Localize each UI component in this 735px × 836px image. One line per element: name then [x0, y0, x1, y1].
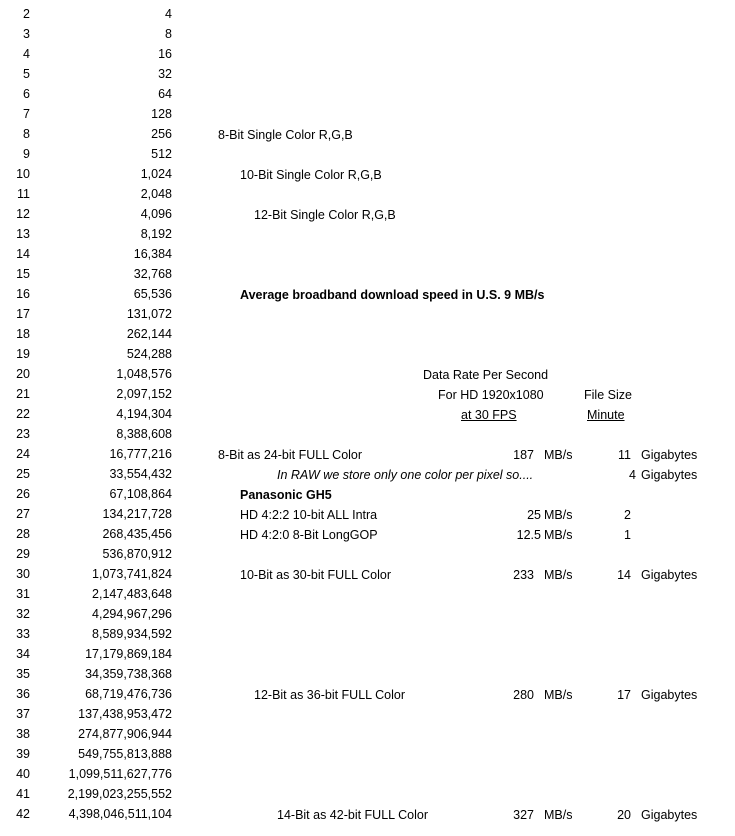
note-8bit-single: 8-Bit Single Color R,G,B: [218, 128, 353, 142]
table-row: [0, 147, 735, 167]
note-12bit-single: 12-Bit Single Color R,G,B: [254, 208, 396, 222]
rate-unit: MB/s: [544, 448, 573, 462]
bit-count: 13: [16, 227, 30, 241]
table-row: [0, 27, 735, 47]
size-gh5-422: 2: [624, 508, 631, 522]
bit-count: 33: [16, 627, 30, 641]
header-fps: at 30 FPS: [461, 408, 517, 422]
bit-count: 4: [23, 47, 30, 61]
size-gh5-420: 1: [624, 528, 631, 542]
value-count: 512: [151, 147, 172, 161]
table-row: [0, 747, 735, 767]
value-count: 128: [151, 107, 172, 121]
table-row: [0, 347, 735, 367]
bit-count: 5: [23, 67, 30, 81]
value-count: 524,288: [126, 347, 172, 361]
value-count: 16,384: [133, 247, 172, 261]
value-count: 34,359,738,368: [85, 667, 172, 681]
value-count: 1,099,511,627,776: [68, 767, 172, 781]
table-row: [0, 67, 735, 87]
table-row: [0, 607, 735, 627]
bit-count: 15: [16, 267, 30, 281]
value-count: 16: [158, 47, 172, 61]
label-12bit-full: 12-Bit as 36-bit FULL Color: [254, 688, 405, 702]
size-10bit-full: 14: [617, 568, 631, 582]
size-unit: Gigabytes: [641, 808, 698, 822]
value-count: 137,438,953,472: [78, 707, 172, 721]
size-8bit-full: 11: [618, 448, 631, 462]
table-row: [0, 107, 735, 127]
bit-count: 3: [23, 27, 30, 41]
bit-count: 28: [16, 527, 30, 541]
bit-count: 7: [23, 107, 30, 121]
table-row: [0, 7, 735, 27]
value-count: 268,435,456: [102, 527, 172, 541]
value-count: 16,777,216: [109, 447, 172, 461]
value-count: 33,554,432: [109, 467, 172, 481]
rate-unit: MB/s: [544, 568, 573, 582]
bit-count: 26: [16, 487, 30, 501]
value-count: 8,388,608: [116, 427, 172, 441]
value-count: 67,108,864: [109, 487, 172, 501]
note-broadband: Average broadband download speed in U.S. 9 MB/s: [240, 288, 545, 302]
table-row: [0, 127, 735, 147]
size-raw: 4: [629, 468, 636, 482]
bit-count: 32: [16, 607, 30, 621]
table-row: [0, 767, 735, 787]
size-unit: Gigabytes: [641, 468, 698, 482]
value-count: 2,048: [140, 187, 172, 201]
rate-10bit-full: 233: [513, 568, 534, 582]
note-10bit-single: 10-Bit Single Color R,G,B: [240, 168, 382, 182]
rate-14bit-full: 327: [513, 808, 534, 822]
rate-unit: MB/s: [544, 808, 573, 822]
value-count: 2,147,483,648: [92, 587, 172, 601]
size-12bit-full: 17: [617, 688, 631, 702]
note-raw: In RAW we store only one color per pixel so....: [277, 468, 534, 482]
value-count: 8,589,934,592: [92, 627, 172, 641]
table-row: [0, 707, 735, 727]
label-8bit-full: 8-Bit as 24-bit FULL Color: [218, 448, 363, 462]
rate-gh5-420: 12.5: [516, 528, 541, 542]
table-row: [0, 247, 735, 267]
value-count: 68,719,476,736: [85, 687, 172, 701]
bit-count: 41: [16, 787, 30, 801]
value-count: 4,096: [140, 207, 172, 221]
bit-count: 9: [23, 147, 30, 161]
size-unit: Gigabytes: [641, 568, 698, 582]
bit-count: 29: [16, 547, 30, 561]
bit-count: 12: [16, 207, 30, 221]
bit-count: 17: [16, 307, 30, 321]
bit-count: 30: [16, 567, 30, 581]
bit-count: 24: [16, 447, 30, 461]
bit-count: 21: [16, 387, 30, 401]
table-row: [0, 667, 735, 687]
table-row: [0, 647, 735, 667]
value-count: 536,870,912: [102, 547, 172, 561]
size-unit: Gigabytes: [641, 688, 698, 702]
table-row: [0, 87, 735, 107]
label-gh5-420: HD 4:2:0 8-Bit LongGOP: [240, 528, 378, 542]
rate-unit: MB/s: [544, 688, 573, 702]
bit-count: 34: [16, 647, 30, 661]
table-row: [0, 787, 735, 807]
bit-count: 8: [23, 127, 30, 141]
value-count: 131,072: [126, 307, 172, 321]
header-minute: Minute: [587, 408, 625, 422]
table-row: [0, 47, 735, 67]
table-row: [0, 307, 735, 327]
table-row: [0, 487, 735, 507]
note-gh5: Panasonic GH5: [240, 488, 332, 502]
table-row: [0, 547, 735, 567]
label-gh5-422: HD 4:2:2 10-bit ALL Intra: [240, 508, 378, 522]
value-count: 4: [165, 7, 172, 21]
bit-count: 16: [16, 287, 30, 301]
bit-count: 18: [16, 327, 30, 341]
value-count: 32: [158, 67, 172, 81]
value-count: 8,192: [140, 227, 172, 241]
value-count: 4,194,304: [116, 407, 172, 421]
table-row: [0, 627, 735, 647]
value-count: 274,877,906,944: [78, 727, 172, 741]
value-count: 2,199,023,255,552: [67, 787, 172, 801]
value-count: 8: [165, 27, 172, 41]
bit-count: 25: [16, 467, 30, 481]
bit-count: 36: [16, 687, 30, 701]
bit-count: 6: [23, 87, 30, 101]
value-count: 2,097,152: [116, 387, 172, 401]
rate-gh5-422: 25: [527, 508, 541, 522]
table-row: [0, 727, 735, 747]
value-count: 32,768: [133, 267, 172, 281]
rate-unit: MB/s: [544, 508, 573, 522]
bit-count: 37: [16, 707, 30, 721]
bit-count: 31: [16, 587, 30, 601]
rate-12bit-full: 280: [513, 688, 534, 702]
bit-count: 19: [16, 347, 30, 361]
size-unit: Gigabytes: [641, 448, 698, 462]
bit-count: 2: [23, 7, 30, 21]
bit-count: 10: [16, 167, 30, 181]
bit-count: 38: [16, 727, 30, 741]
table-row: [0, 367, 735, 387]
value-count: 17,179,869,184: [85, 647, 172, 661]
table-row: [0, 427, 735, 447]
bit-count: 40: [16, 767, 30, 781]
value-count: 64: [158, 87, 172, 101]
value-count: 549,755,813,888: [78, 747, 172, 761]
value-count: 1,073,741,824: [92, 567, 172, 581]
header-data-rate: Data Rate Per Second: [423, 368, 549, 382]
label-14bit-full: 14-Bit as 42-bit FULL Color: [277, 808, 428, 822]
rate-unit: MB/s: [544, 528, 573, 542]
value-count: 4,398,046,511,104: [68, 807, 172, 821]
value-count: 256: [151, 127, 172, 141]
value-count: 1,048,576: [116, 367, 172, 381]
bit-count: 20: [16, 367, 30, 381]
rate-8bit-full: 187: [513, 448, 534, 462]
header-file-size: File Size: [584, 388, 632, 402]
value-count: 1,024: [140, 167, 172, 181]
bit-count: 35: [16, 667, 30, 681]
bit-count: 39: [16, 747, 30, 761]
table-row: [0, 587, 735, 607]
table-row: [0, 227, 735, 247]
bit-count: 27: [16, 507, 30, 521]
value-count: 262,144: [126, 327, 172, 341]
bit-count: 11: [17, 187, 30, 201]
table-row: [0, 267, 735, 287]
value-count: 4,294,967,296: [92, 607, 172, 621]
table-row: [0, 187, 735, 207]
size-14bit-full: 20: [617, 808, 631, 822]
header-resolution: For HD 1920x1080: [438, 388, 544, 402]
label-10bit-full: 10-Bit as 30-bit FULL Color: [240, 568, 391, 582]
bit-count: 23: [16, 427, 30, 441]
value-count: 65,536: [133, 287, 172, 301]
table-row: [0, 327, 735, 347]
bit-count: 14: [16, 247, 30, 261]
bit-count: 42: [16, 807, 30, 821]
bit-count: 22: [16, 407, 30, 421]
value-count: 134,217,728: [102, 507, 172, 521]
